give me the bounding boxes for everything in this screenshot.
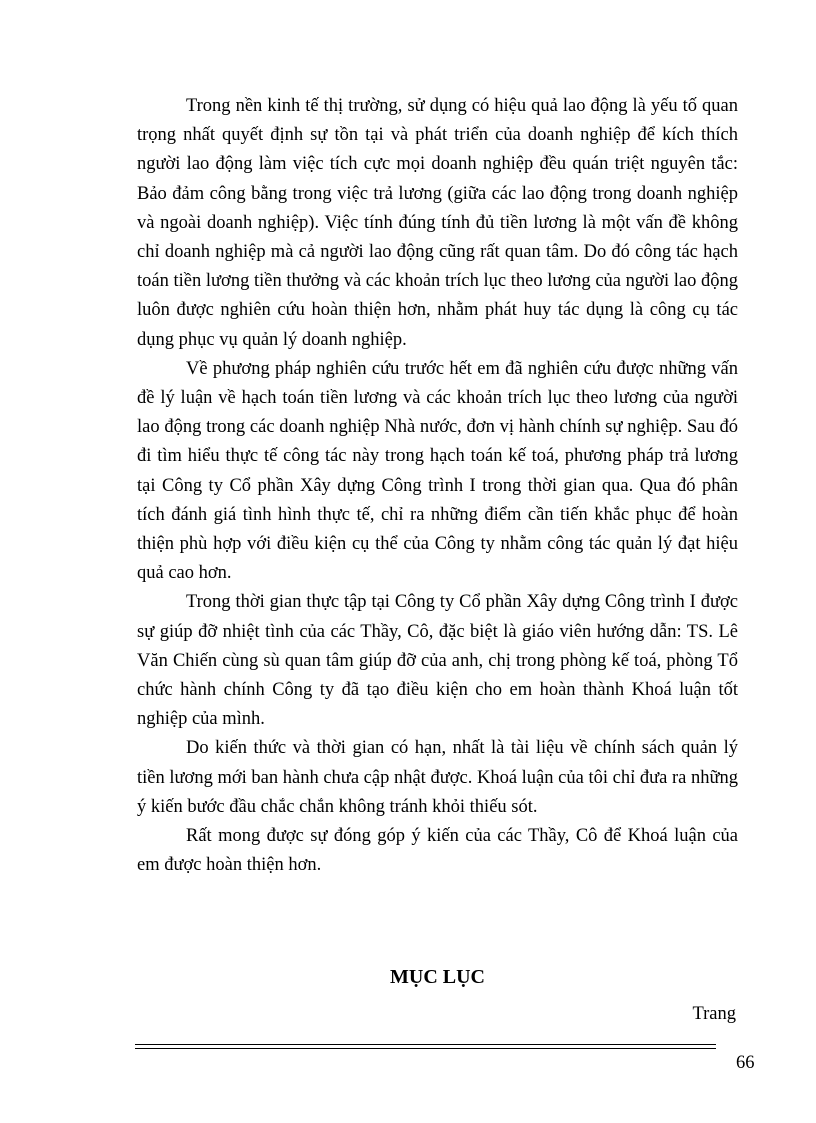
table-of-contents-heading: MỤC LỤC — [390, 966, 485, 988]
page-column-label: Trang — [692, 1004, 736, 1024]
paragraph-method: Về phương pháp nghiên cứu trước hết em đã nghiên cứu được những vấn đề lý luận về hạch toán tiền lương và các khoản trích lục theo lương của người lao động trong các doanh nghiệp Nhà nước, đơn vị hành chính sự nghiệp. Sau đó đi tìm hiểu thực tế công tác này trong hạch toán kế toá, phương pháp trả lương tại Công ty Cổ phần Xây dựng Công trình I trong thời gian qua. Qua đó phân tích đánh giá tình hình thực tế, chỉ ra những điểm cần tiến khắc phục để hoàn thiện phù hợp với điều kiện cụ thể của Công ty nhằm công tác quản lý đạt hiệu quả cao hơn. — [137, 358, 738, 584]
page-number: 66 — [736, 1053, 755, 1073]
paragraph-limitations: Do kiến thức và thời gian có hạn, nhất là tài liệu về chính sách quản lý tiền lương mới ban hành chưa cập nhật được. Khoá luận của tôi chỉ đưa ra những ý kiến bước đầu chắc chắn không tránh khỏi thiếu sót. — [137, 738, 738, 817]
body-text — [137, 92, 738, 880]
paragraph-closing: Rất mong được sự đóng góp ý kiến của các Thầy, Cô để Khoá luận của em được hoàn thiện hơn. — [137, 826, 738, 876]
paragraph-intro: Trong nền kinh tế thị trường, sử dụng có hiệu quả lao động là yếu tố quan trọng nhất quyết định sự tồn tại và phát triển của doanh nghiệp để kích thích người lao động làm việc tích cực mọi doanh nghiệp đều quán triệt nguyên tắc: Bảo đảm công bằng trong việc trả lương (giữa các lao động trong doanh nghiệp và ngoài doanh nghiệp). Việc tính đúng tính đủ tiền lương là một vấn đề không chỉ doanh nghiệp mà cả người lao động cũng rất quan tâm. Do đó công tác hạch toán tiền lương tiền thưởng và các khoản trích lục theo lương của người lao động luôn được nghiên cứu hoàn thiện hơn, nhằm phát huy tác dụng là công cụ tác dụng phục vụ quản lý doanh nghiệp. — [137, 96, 738, 350]
paragraph-acknowledgement: Trong thời gian thực tập tại Công ty Cổ phần Xây dựng Công trình I được sự giúp đỡ nhiệt tình của các Thầy, Cô, đặc biệt là giáo viên hướng dẫn: TS. Lê Văn Chiến cùng sù quan tâm giúp đỡ của anh, chị trong phòng kế toá, phòng Tổ chức hành chính Công ty đã tạo điều kiện cho em hoàn thành Khoá luận tốt nghiệp của mình. — [137, 592, 738, 730]
footer-double-rule — [135, 1044, 716, 1049]
